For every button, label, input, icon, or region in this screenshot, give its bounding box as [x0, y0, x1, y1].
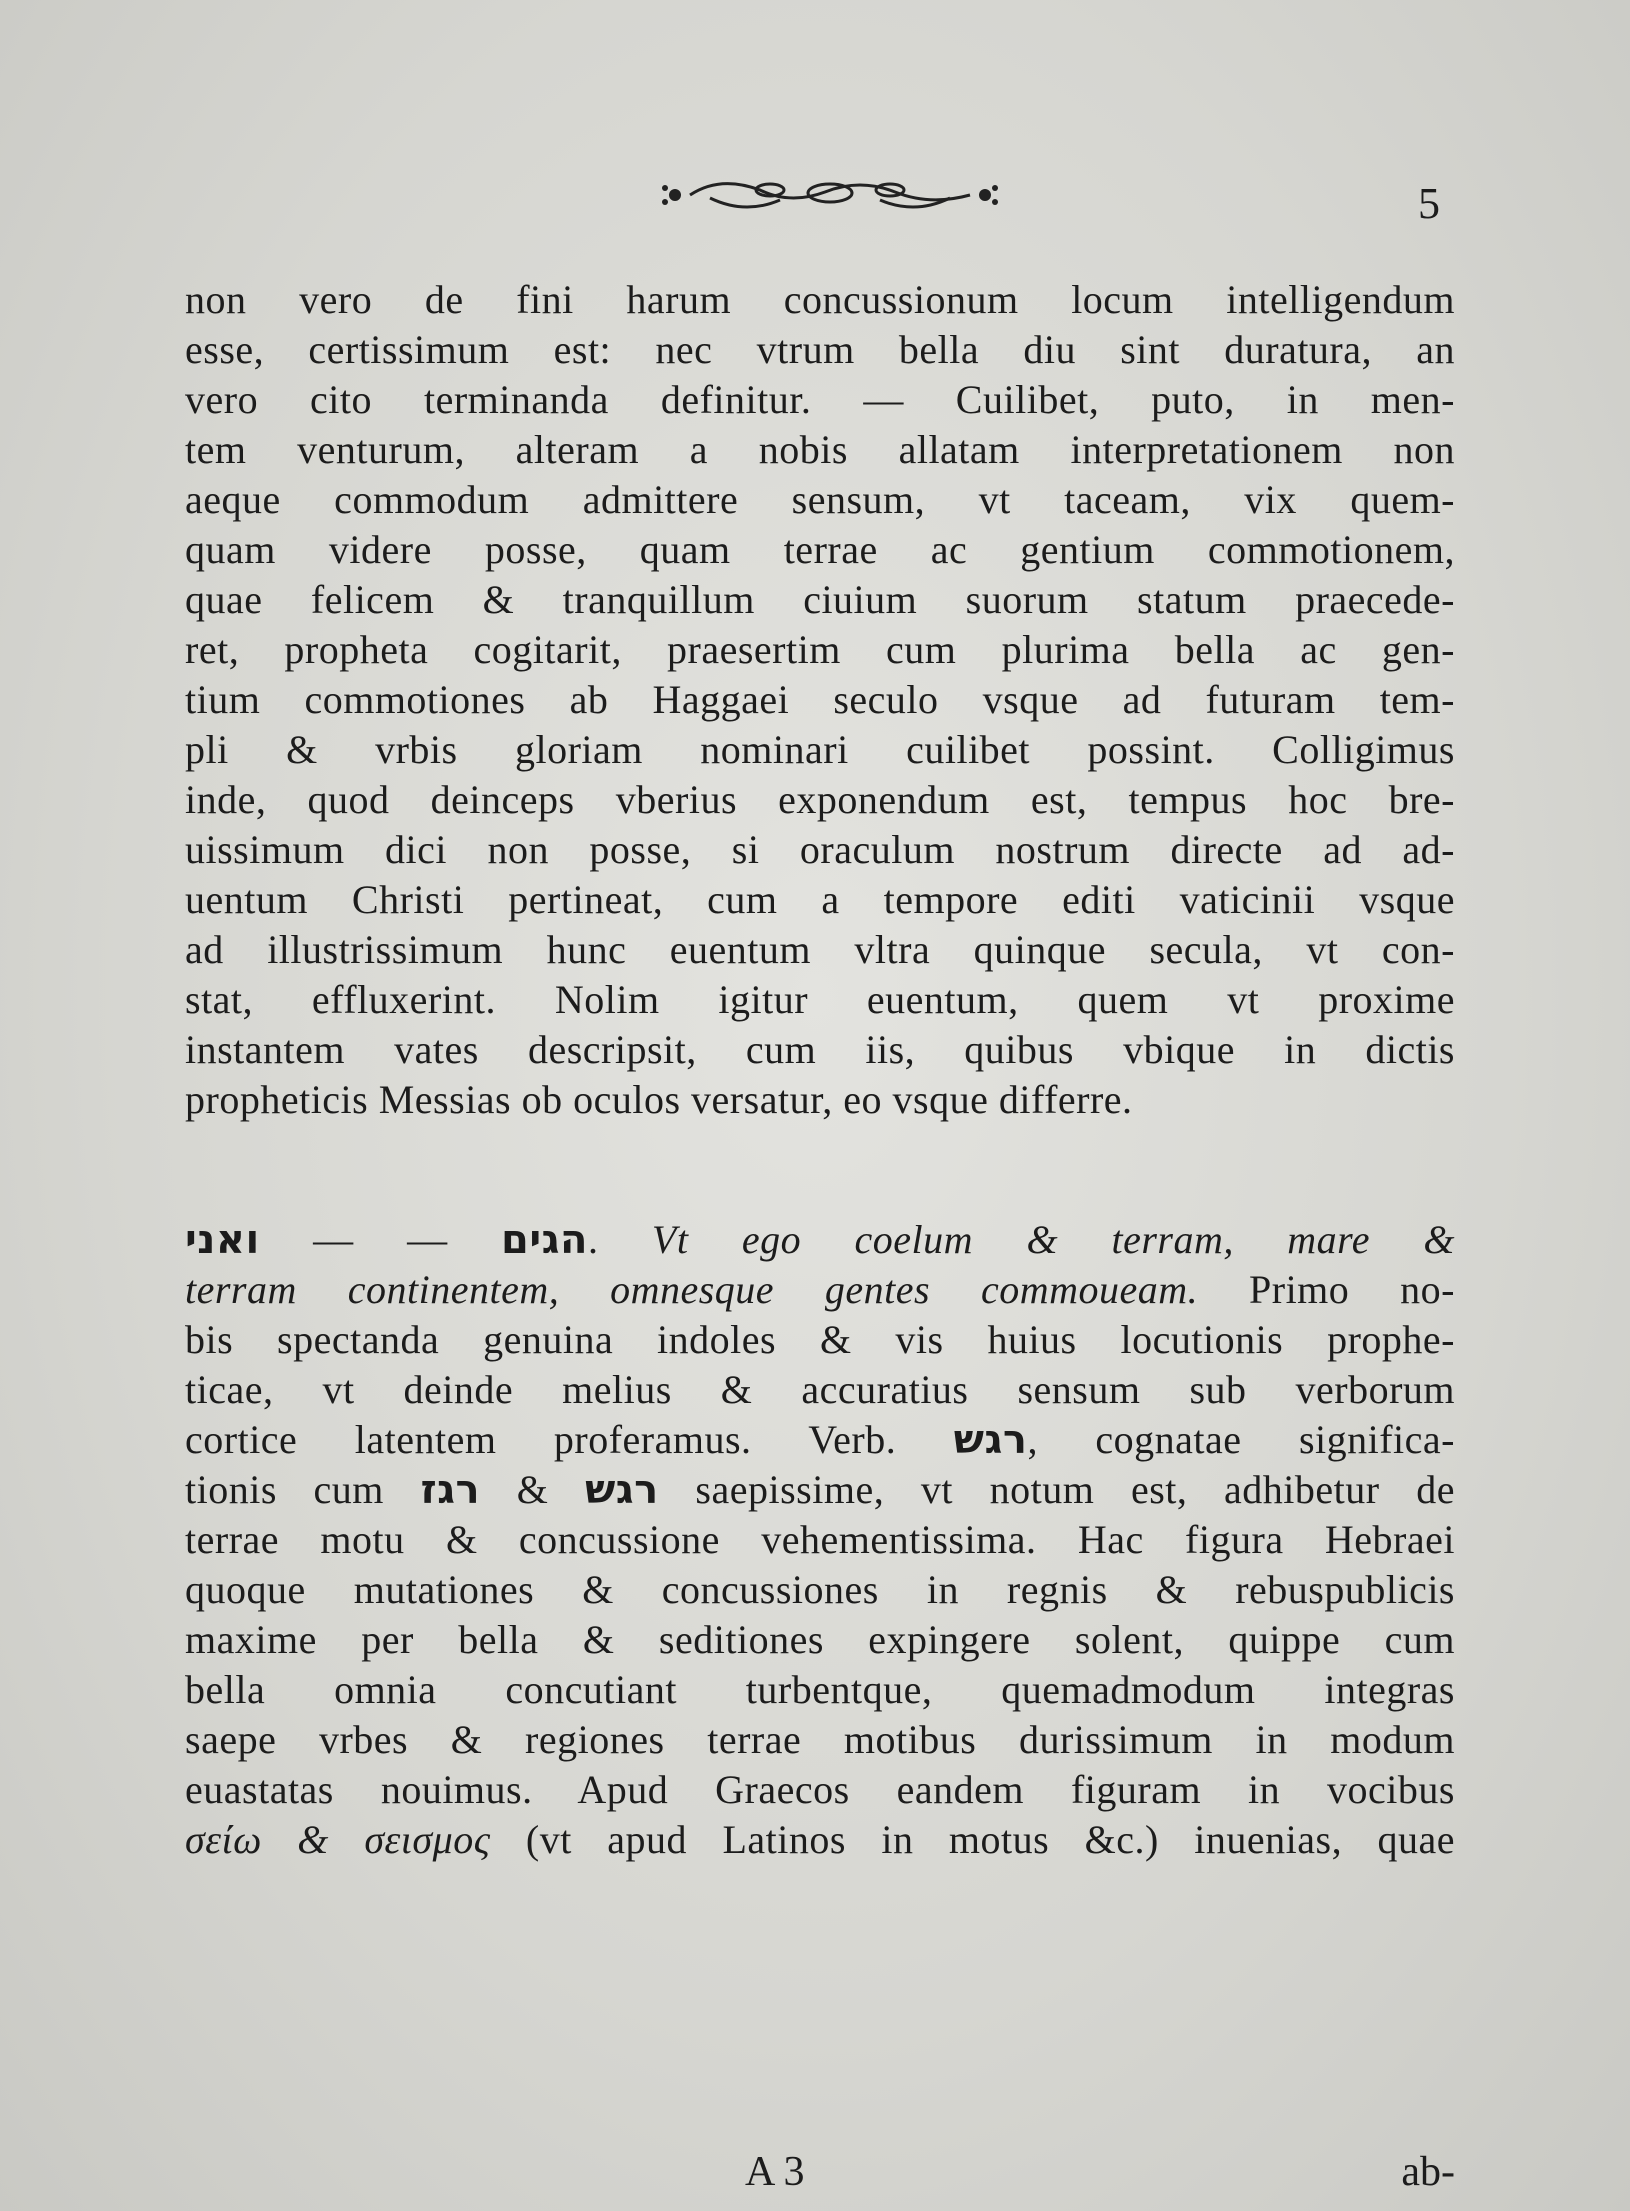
text-line: bis spectanda genuina indoles & vis huius locutionis prophe- — [185, 1317, 1455, 1362]
paragraph-2 — [185, 1215, 1455, 1865]
line-mid: & — [480, 1467, 585, 1512]
page-footer — [185, 2148, 1455, 2208]
line-rest: (vt apud Latinos in motus &c.) inuenias, quae — [525, 1817, 1456, 1862]
text-line: stat, effluxerint. Nolim igitur euentum, quem vt proxime — [185, 977, 1455, 1022]
body-text — [185, 275, 1455, 1865]
lemma-line: הגים — — ואני . Vt ego coelum & terram, mare & — [185, 1217, 1456, 1263]
greek-words: σείω & σεισμος — [185, 1817, 491, 1862]
page-number: 5 — [1418, 179, 1440, 228]
text-line — [185, 1815, 1455, 1865]
line-rest: Primo no- — [1198, 1267, 1455, 1312]
text-line: non vero de fini harum concussionum locum intelligendum — [185, 277, 1455, 322]
text-line — [185, 1415, 1455, 1465]
hebrew-word: ואני — [185, 1217, 260, 1263]
text-line: propheticis Messias ob oculos versatur, eo vsque differre. — [185, 1077, 1133, 1122]
line-end: , cognatae significa- — [1027, 1417, 1455, 1462]
line-start: tionis cum — [185, 1467, 384, 1512]
text-line: instantem vates descripsit, cum iis, quibus vbique in dictis — [185, 1027, 1455, 1072]
text-line: terrae motu & concussione vehementissima. Hac figura Hebraei — [185, 1517, 1455, 1562]
line-start: cortice latentem proferamus. Verb. — [185, 1417, 897, 1462]
text-line: ticae, vt deinde melius & accuratius sensum sub verborum — [185, 1367, 1455, 1412]
text-line: tem venturum, alteram a nobis allatam interpretationem non — [185, 427, 1455, 472]
text-line: esse, certissimum est: nec vtrum bella diu sint duratura, an — [185, 327, 1455, 372]
text-line: maxime per bella & seditiones expingere solent, quippe cum — [185, 1617, 1455, 1662]
text-line: quoque mutationes & concussiones in regnis & rebuspublicis — [185, 1567, 1455, 1612]
text-line — [185, 1465, 1455, 1515]
lemma-translation: Vt ego coelum & terram, mare & — [651, 1217, 1456, 1262]
text-line: uentum Christi pertineat, cum a tempore editi vaticinii vsque — [185, 877, 1455, 922]
text-line: ad illustrissimum hunc euentum vltra quinque secula, vt con- — [185, 927, 1455, 972]
text-line: uissimum dici non posse, si oraculum nostrum directe ad ad- — [185, 827, 1455, 872]
text-line: bella omnia concutiant turbentque, quemadmodum integras — [185, 1667, 1455, 1712]
text-line: inde, quod deinceps vberius exponendum est, tempus hoc bre- — [185, 777, 1455, 822]
line-end: saepissime, vt notum est, adhibetur de — [658, 1467, 1455, 1512]
lemma-dashes: — — — [259, 1217, 501, 1262]
text-line — [185, 1265, 1455, 1315]
text-line: vero cito terminanda definitur. — Cuilibet, puto, in men- — [185, 377, 1455, 422]
hebrew-word: רגש — [584, 1467, 659, 1513]
hebrew-word: הגים — [501, 1217, 588, 1263]
text-line: saepe vrbes & regiones terrae motibus durissimum in modum — [185, 1717, 1455, 1762]
text-line: aeque commodum admittere sensum, vt taceam, vix quem- — [185, 477, 1455, 522]
lemma-translation-cont: terram continentem, omnesque gentes commoueam. — [185, 1267, 1199, 1312]
text-line: euastatas nouimus. Apud Graecos eandem figuram in vocibus — [185, 1767, 1455, 1812]
ornament-icon — [650, 160, 1010, 230]
text-line: quam videre posse, quam terrae ac gentium commotionem, — [185, 527, 1455, 572]
text-line: ret, propheta cogitarit, praesertim cum plurima bella ac gen- — [185, 627, 1455, 672]
text-line: quae felicem & tranquillum ciuium suorum statum praecede- — [185, 577, 1455, 622]
text-line: tium commotiones ab Haggaei seculo vsque ad futuram tem- — [185, 677, 1455, 722]
signature-mark: A 3 — [745, 2149, 805, 2195]
paragraph-1 — [185, 275, 1455, 1125]
hebrew-word: רגז — [420, 1467, 481, 1513]
hebrew-word: רגש — [953, 1417, 1028, 1463]
text-line: pli & vrbis gloriam nominari cuilibet possint. Colligimus — [185, 727, 1455, 772]
catchword: ab- — [1401, 2149, 1455, 2195]
